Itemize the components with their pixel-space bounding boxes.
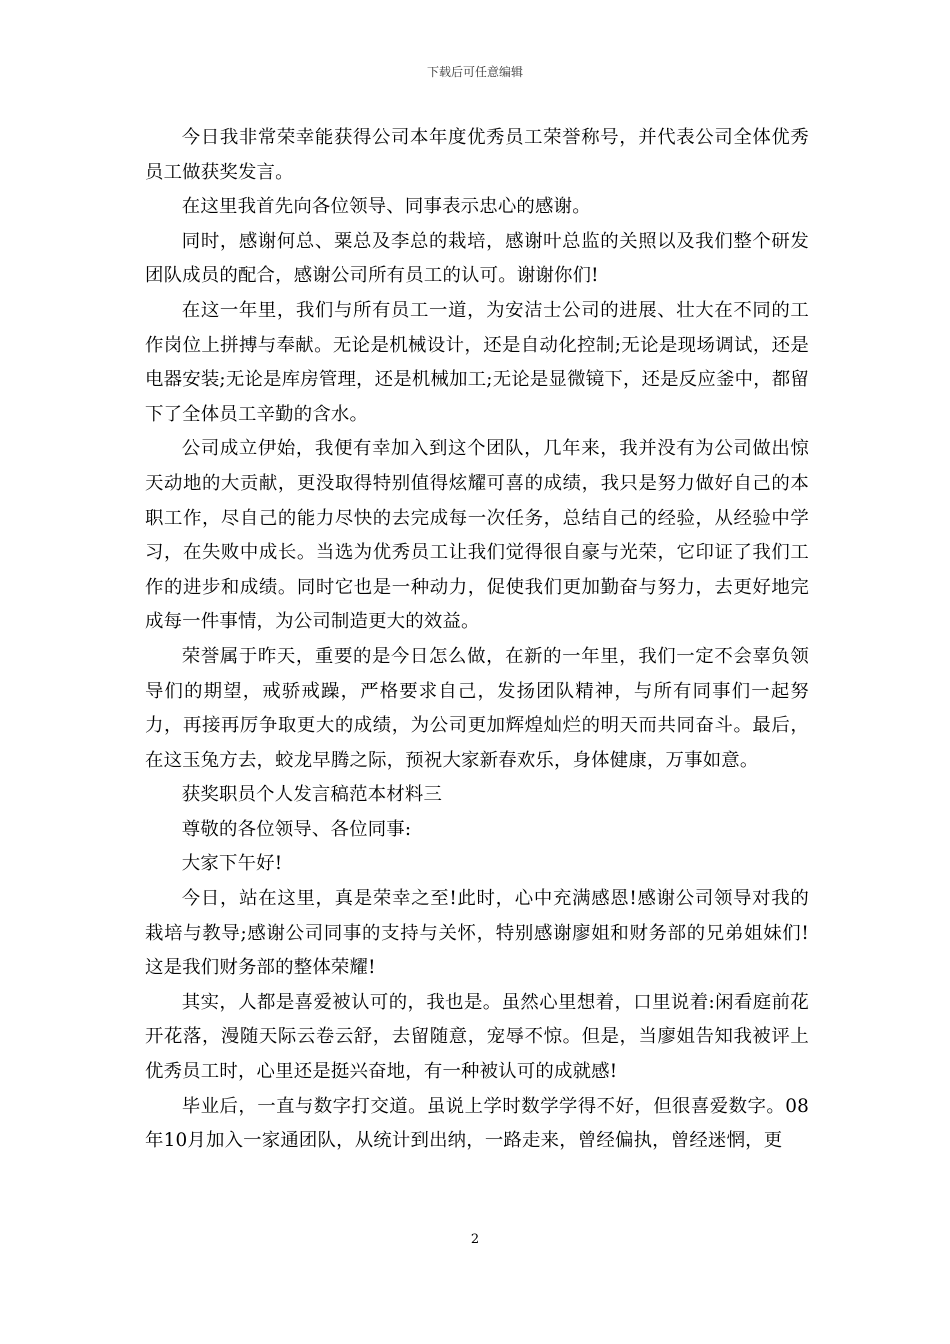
paragraph: 毕业后，一直与数字打交道。虽说上学时数学学得不好，但很喜爱数字。08年10月加入一家通团队，从统计到出纳，一路走来，曾经偏执，曾经迷惘，更	[145, 1095, 809, 1152]
paragraph: 同时，感谢何总、粟总及李总的栽培，感谢叶总监的关照以及我们整个研发团队成员的配合，感谢公司所有员工的认可。谢谢你们!	[145, 230, 809, 287]
salutation: 尊敬的各位领导、各位同事:	[181, 818, 412, 840]
paragraph: 今日，站在这里，真是荣幸之至!此时，心中充满感恩!感谢公司领导对我的栽培与教导;感谢公司同事的支持与关怀，特别感谢廖姐和财务部的兄弟姐妹们!这是我们财务部的整体荣耀!	[145, 888, 809, 979]
paragraph: 公司成立伊始，我便有幸加入到这个团队，几年来，我并没有为公司做出惊天动地的大贡献，更没取得特别值得炫耀可喜的成绩，我只是努力做好自己的本职工作，尽自己的能力尽快的去完成每一次任务，总结自己的经验，从经验中学习，在失败中成长。当选为优秀员工让我们觉得很自豪与光荣，它印证了我们工作的进步和成绩。同时它也是一种动力，促使我们更加勤奋与努力，去更好地完成每一件事情，为公司制造更大的效益。	[145, 438, 809, 633]
paragraph: 今日我非常荣幸能获得公司本年度优秀员工荣誉称号，并代表公司全体优秀员工做获奖发言。	[145, 127, 809, 183]
page-number: 2	[470, 1232, 480, 1247]
greeting: 大家下午好!	[181, 853, 283, 875]
paragraph: 荣誉属于昨天，重要的是今日怎么做，在新的一年里，我们一定不会辜负领导们的期望，戒骄戒躁，严格要求自己，发扬团队精神，与所有同事们一起努力，再接再厉争取更大的成绩，为公司更加辉煌灿烂的明天而共同奋斗。最后，在这玉兔方去，蛟龙早腾之际，预祝大家新春欢乐，身体健康，万事如意。	[145, 645, 809, 771]
paragraph: 在这一年里，我们与所有员工一道，为安洁士公司的进展、壮大在不同的工作岗位上拼搏与奉献。无论是机械设计，还是自动化控制;无论是现场调试，还是电器安装;无论是库房管理，还是机械加工;无论是显微镜下，还是反应釜中，都留下了全体员工辛勤的含水。	[145, 299, 809, 425]
section-title: 获奖职员个人发言稿范本材料三	[181, 784, 443, 806]
document-body	[145, 121, 809, 1159]
paragraph: 其实，人都是喜爱被认可的，我也是。虽然心里想着，口里说着:闲看庭前花开花落，漫随天际云卷云舒，去留随意，宠辱不惊。但是，当廖姐告知我被评上优秀员工时，心里还是挺兴奋地，有一种被认可的成就感!	[145, 991, 809, 1083]
paragraph: 在这里我首先向各位领导、同事表示忠心的感谢。	[181, 196, 591, 218]
page-header: 下载后可任意编辑	[426, 65, 523, 79]
